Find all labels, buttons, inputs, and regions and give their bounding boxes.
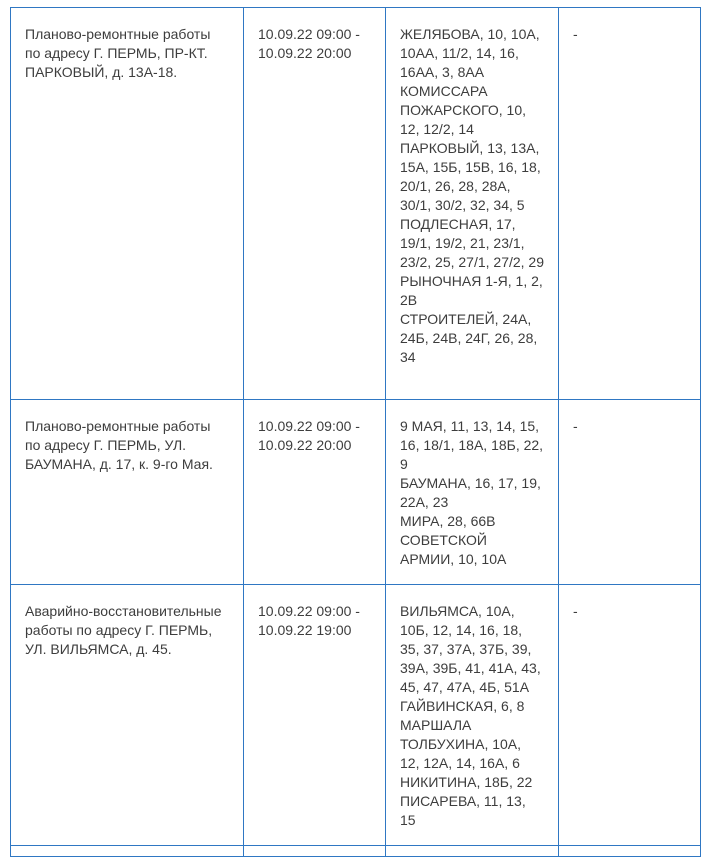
address-line: СТРОИТЕЛЕЙ, 24А, 24Б, 24В, 24Г, 26, 28, 34 (400, 311, 538, 365)
address-line: ВИЛЬЯМСА, 10А, 10Б, 12, 14, 16, 18, 35, 37, 37А, 37Б, 39, 39А, 39Б, 41, 41А, 43, 45, 47, 47А, 4Б, 51А (400, 603, 541, 695)
work-description: Планово-ремонтные работы по адресу Г. ПЕРМЬ, ПР-КТ. ПАРКОВЫЙ, д. 13А-18. (11, 8, 244, 400)
outage-period: 10.09.22 09:00 - 10.09.22 19:00 (244, 585, 386, 846)
address-line: ПОДЛЕСНАЯ, 17, 19/1, 19/2, 21, 23/1, 23/2, 25, 27/1, 27/2, 29 (400, 216, 545, 270)
address-line: БАУМАНА, 16, 17, 19, 22А, 23 (400, 475, 541, 510)
table-row (11, 846, 701, 857)
address-line: ПАРКОВЫЙ, 13, 13А, 15А, 15Б, 15В, 16, 18, 20/1, 26, 28, 28А, 30/1, 30/2, 32, 34, 5 (400, 140, 541, 213)
table-row (11, 400, 701, 585)
note-cell: - (559, 400, 701, 585)
address-line: ГАЙВИНСКАЯ, 6, 8 (400, 698, 525, 714)
address-line: НИКИТИНА, 18Б, 22 (400, 774, 533, 790)
work-description: Планово-ремонтные работы по адресу Г. ПЕРМЬ, УЛ. БАУМАНА, д. 17, к. 9-го Мая. (11, 400, 244, 585)
address-line: 9 МАЯ, 11, 13, 14, 15, 16, 18/1, 18А, 18Б, 22, 9 (400, 418, 544, 472)
note-cell: - (559, 585, 701, 846)
address-line: КОМИССАРА ПОЖАРСКОГО, 10, 12, 12/2, 14 (400, 83, 527, 137)
address-line: ПИСАРЕВА, 11, 13, 15 (400, 793, 526, 828)
address-line: МАРШАЛА ТОЛБУХИНА, 10А, 12, 12А, 14, 16А, 6 (400, 717, 522, 771)
outage-period: 10.09.22 09:00 - 10.09.22 20:00 (244, 400, 386, 585)
address-line: МИРА, 28, 66В (400, 513, 496, 529)
address-line: РЫНОЧНАЯ 1-Я, 1, 2, 2В (400, 273, 543, 308)
table-row (11, 8, 701, 400)
affected-addresses (386, 400, 559, 585)
note-cell: - (559, 8, 701, 400)
affected-addresses (386, 8, 559, 400)
address-line: СОВЕТСКОЙ АРМИИ, 10, 10А (400, 532, 507, 567)
table-row (11, 585, 701, 846)
outage-period: 10.09.22 09:00 - 10.09.22 20:00 (244, 8, 386, 400)
address-line: ЖЕЛЯБОВА, 10, 10А, 10АА, 11/2, 14, 16, 16АА, 3, 8АА (400, 26, 540, 80)
affected-addresses (386, 585, 559, 846)
outage-table (10, 7, 701, 857)
work-description: Аварийно-восстановительные работы по адресу Г. ПЕРМЬ, УЛ. ВИЛЬЯМСА, д. 45. (11, 585, 244, 846)
